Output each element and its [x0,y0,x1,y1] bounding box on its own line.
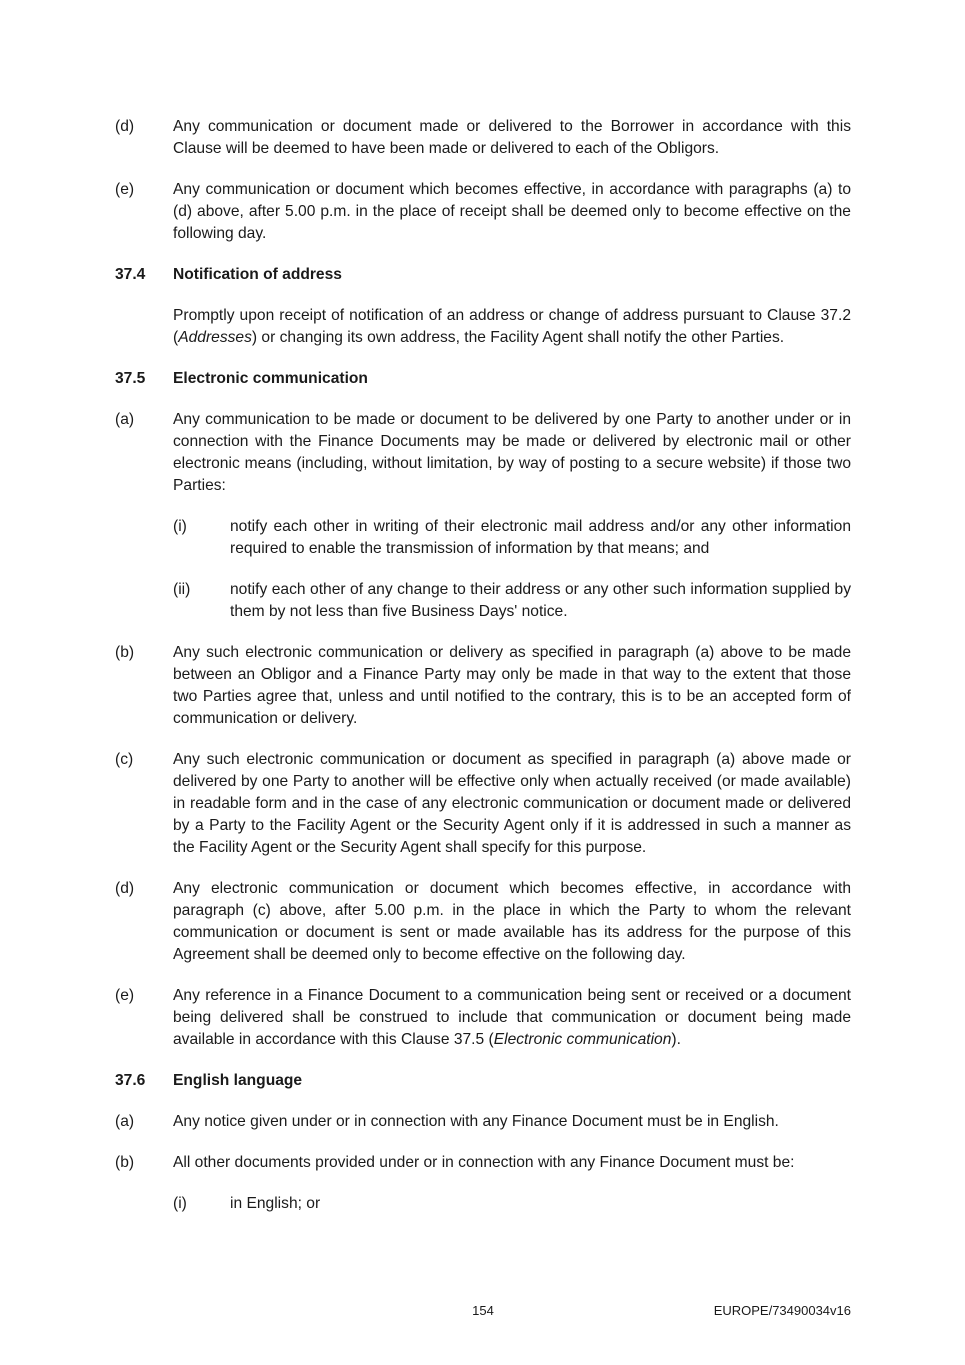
clause-heading-37-6 [115,1070,851,1092]
subparagraph-number: (i) [173,518,187,535]
paragraph-text: Any communication or document which becomes effective, in accordance with paragraphs (a) to (d) above, after 5.00 p.m. in the place of receipt shall be deemed only to become effective on the following day. [173,181,851,242]
paragraph-text: Any communication to be made or document to be delivered by one Party to another under or in connection with the Finance Documents may be made or delivered by electronic mail or other electronic means (including, without limitation, by way of posting to a secure website) if those two Parties: [173,411,851,494]
paragraph-d-deemed-delivery [115,116,851,160]
paragraph-number: (d) [115,880,135,897]
paragraph-37-5-d [115,878,851,966]
paragraph-37-5-e [115,985,851,1051]
paragraph-text-italic: Electronic communication [493,1031,672,1048]
clause-number: 37.5 [115,370,146,387]
paragraph-number: (d) [115,118,135,135]
paragraph-37-5-c [115,749,851,859]
subparagraph-number: (ii) [173,581,191,598]
subparagraph-37-5-a-ii [115,579,851,623]
subparagraph-number: (i) [173,1195,187,1212]
paragraph-number: (a) [115,411,135,428]
subparagraph-37-5-a-i [115,516,851,560]
paragraph-text-part: Any reference in a Finance Document to a communication being sent or received or a document being delivered shall be construed to include that communication or document being made available in accordance with this Clause 37.5 ( [173,987,851,1048]
paragraph-text: Any communication or document made or delivered to the Borrower in accordance with this Clause will be deemed to have been made or delivered to each of the Obligors. [173,118,851,157]
paragraph-text-part: ). [671,1031,681,1048]
paragraph-number: (e) [115,987,135,1004]
paragraph-number: (b) [115,1154,135,1171]
paragraph-37-6-a [115,1111,851,1133]
subparagraph-text: in English; or [230,1195,321,1212]
paragraph-text: Any electronic communication or document which becomes effective, in accordance with paragraph (c) above, after 5.00 p.m. in the place in which the Party to whom the relevant communication or document is sent or made available has its address for the purpose of this Agreement shall be deemed only to become effective on the following day. [173,880,851,963]
paragraph-37-6-b [115,1152,851,1174]
subparagraph-37-6-b-i [115,1193,851,1215]
clause-text-part: ) or changing its own address, the Facility Agent shall notify the other Parties. [251,329,785,346]
clause-heading-37-4 [115,264,851,286]
clause-title: Notification of address [173,266,342,283]
paragraph-text: Any such electronic communication or delivery as specified in paragraph (a) above to be made between an Obligor and a Finance Party may only be made in that way to the extent that those two Parties agree that, unless and until notified to the contrary, this is to be an accepted form of communication or delivery. [173,644,851,727]
paragraph-e-effective-time [115,179,851,245]
paragraph-text: Any notice given under or in connection with any Finance Document must be in English. [173,1113,779,1130]
page-number: 154 [472,1303,494,1318]
subparagraph-text: notify each other of any change to their address or any other such information supplied by them by not less than five Business Days' notice. [230,581,851,620]
clause-number: 37.4 [115,266,146,283]
paragraph-text: Any such electronic communication or document as specified in paragraph (a) above made or delivered by one Party to another will be effective only when actually received (or made available) in readable form and in the case of any electronic communication or document made or delivered by a Party to the Facility Agent or the Security Agent only if it is addressed in such a manner as the Facility Agent or the Security Agent shall specify for this purpose. [173,751,851,856]
paragraph-number: (e) [115,181,135,198]
paragraph-number: (a) [115,1113,135,1130]
document-reference: EUROPE/73490034v16 [713,1303,851,1318]
paragraph-number: (b) [115,644,135,661]
clause-37-4-body [115,305,851,349]
clause-heading-37-5 [115,368,851,390]
clause-title: English language [173,1072,303,1089]
clause-text-italic: Addresses [178,329,252,346]
clause-text-part: Promptly upon receipt of notification of an address or change of address pursuant to Clause 37.2 ( [173,307,851,346]
paragraph-number: (c) [115,751,134,768]
document-body [115,116,851,1234]
paragraph-37-5-b [115,642,851,730]
paragraph-text: All other documents provided under or in connection with any Finance Document must be: [173,1154,795,1171]
paragraph-37-5-a [115,409,851,497]
subparagraph-text: notify each other in writing of their electronic mail address and/or any other information required to enable the transmission of information by that means; and [230,518,851,557]
clause-title: Electronic communication [173,370,368,387]
clause-number: 37.6 [115,1072,146,1089]
